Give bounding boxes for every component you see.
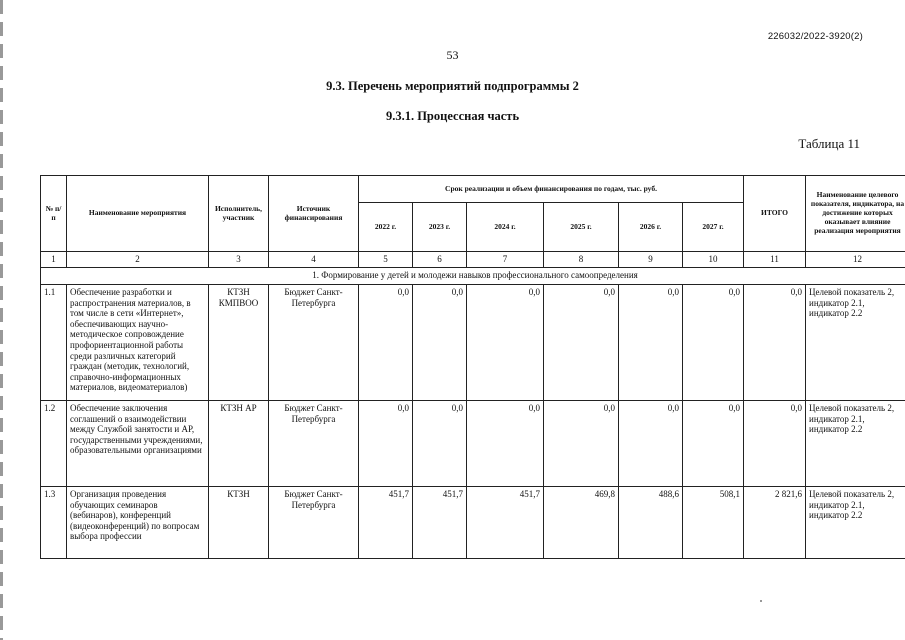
scan-speck (760, 600, 762, 602)
column-number: 5 (359, 252, 413, 268)
header-year: 2024 г. (467, 203, 544, 252)
row-year-value: 0,0 (413, 285, 467, 401)
column-number: 4 (269, 252, 359, 268)
table-row (41, 487, 905, 559)
row-year-value: 0,0 (683, 401, 744, 487)
row-num: 1.3 (41, 487, 67, 559)
column-number: 10 (683, 252, 744, 268)
table-row (41, 285, 905, 401)
row-indicator: Целевой показатель 2, индикатор 2.1, индикатор 2.2 (806, 487, 905, 559)
document-number: 226032/2022-3920(2) (767, 31, 863, 42)
row-year-value: 451,7 (413, 487, 467, 559)
table-row (41, 401, 905, 487)
header-total: ИТОГО (744, 176, 806, 252)
header-year: 2022 г. (359, 203, 413, 252)
row-total: 0,0 (744, 285, 806, 401)
page-number: 53 (446, 48, 459, 62)
measures-table (40, 175, 905, 559)
row-year-value: 0,0 (544, 285, 619, 401)
column-number: 11 (744, 252, 806, 268)
row-year-value: 488,6 (619, 487, 683, 559)
column-number-row (41, 252, 905, 268)
row-year-value: 0,0 (413, 401, 467, 487)
row-name: Обеспечение заключения соглашений о взаимодействии между Службой занятости и АР, государственными учреждениями, образовательными организациями (67, 401, 209, 487)
header-row (41, 176, 905, 203)
column-number: 7 (467, 252, 544, 268)
row-year-value: 0,0 (544, 401, 619, 487)
header-year: 2026 г. (619, 203, 683, 252)
header-executor: Исполнитель, участник (209, 176, 269, 252)
subsection-heading: 9.3.1. Процессная часть (385, 109, 520, 123)
row-year-value: 0,0 (467, 285, 544, 401)
row-executor: КТЗН КМПВОО (209, 285, 269, 401)
row-name: Организация проведения обучающих семинаров (вебинаров), конференций (видеоконференций) по вопросам выбора профессии (67, 487, 209, 559)
row-year-value: 0,0 (359, 285, 413, 401)
row-year-value: 508,1 (683, 487, 744, 559)
column-number: 12 (806, 252, 905, 268)
row-num: 1.1 (41, 285, 67, 401)
row-year-value: 451,7 (467, 487, 544, 559)
column-number: 6 (413, 252, 467, 268)
header-source: Источник финансирования (269, 176, 359, 252)
header-period-group: Срок реализации и объем финансирования по годам, тыс. руб. (359, 176, 744, 203)
section-row (41, 268, 905, 285)
row-year-value: 0,0 (467, 401, 544, 487)
row-total: 2 821,6 (744, 487, 806, 559)
row-indicator: Целевой показатель 2, индикатор 2.1, индикатор 2.2 (806, 401, 905, 487)
row-year-value: 451,7 (359, 487, 413, 559)
column-number: 9 (619, 252, 683, 268)
header-name: Наименование мероприятия (67, 176, 209, 252)
row-year-value: 469,8 (544, 487, 619, 559)
column-number: 3 (209, 252, 269, 268)
row-executor: КТЗН АР (209, 401, 269, 487)
column-number: 1 (41, 252, 67, 268)
section-title: 1. Формирование у детей и молодежи навыков профессионального самоопределения (41, 268, 905, 285)
header-year: 2027 г. (683, 203, 744, 252)
row-source: Бюджет Санкт-Петербурга (269, 285, 359, 401)
row-source: Бюджет Санкт-Петербурга (269, 487, 359, 559)
table-label: Таблица 11 (798, 136, 860, 151)
row-year-value: 0,0 (683, 285, 744, 401)
header-indicator: Наименование целевого показателя, индикатора, на достижение которых оказывает влияние реализация мероприятия (806, 176, 905, 252)
scan-edge-marks (0, 0, 3, 640)
header-num: № п/п (41, 176, 67, 252)
row-executor: КТЗН (209, 487, 269, 559)
section-heading: 9.3. Перечень мероприятий подпрограммы 2 (326, 79, 579, 93)
row-num: 1.2 (41, 401, 67, 487)
header-year: 2023 г. (413, 203, 467, 252)
row-year-value: 0,0 (359, 401, 413, 487)
row-year-value: 0,0 (619, 285, 683, 401)
row-name: Обеспечение разработки и распространения материалов, в том числе в сети «Интернет», обеспечивающих научно-методическое сопровождение профориентационной работы среди различных категорий граждан (методик, технологий, справочно-информационных материалов, видеоматериалов) (67, 285, 209, 401)
row-year-value: 0,0 (619, 401, 683, 487)
row-indicator: Целевой показатель 2, индикатор 2.1, индикатор 2.2 (806, 285, 905, 401)
header-year: 2025 г. (544, 203, 619, 252)
column-number: 2 (67, 252, 209, 268)
row-total: 0,0 (744, 401, 806, 487)
row-source: Бюджет Санкт-Петербурга (269, 401, 359, 487)
column-number: 8 (544, 252, 619, 268)
